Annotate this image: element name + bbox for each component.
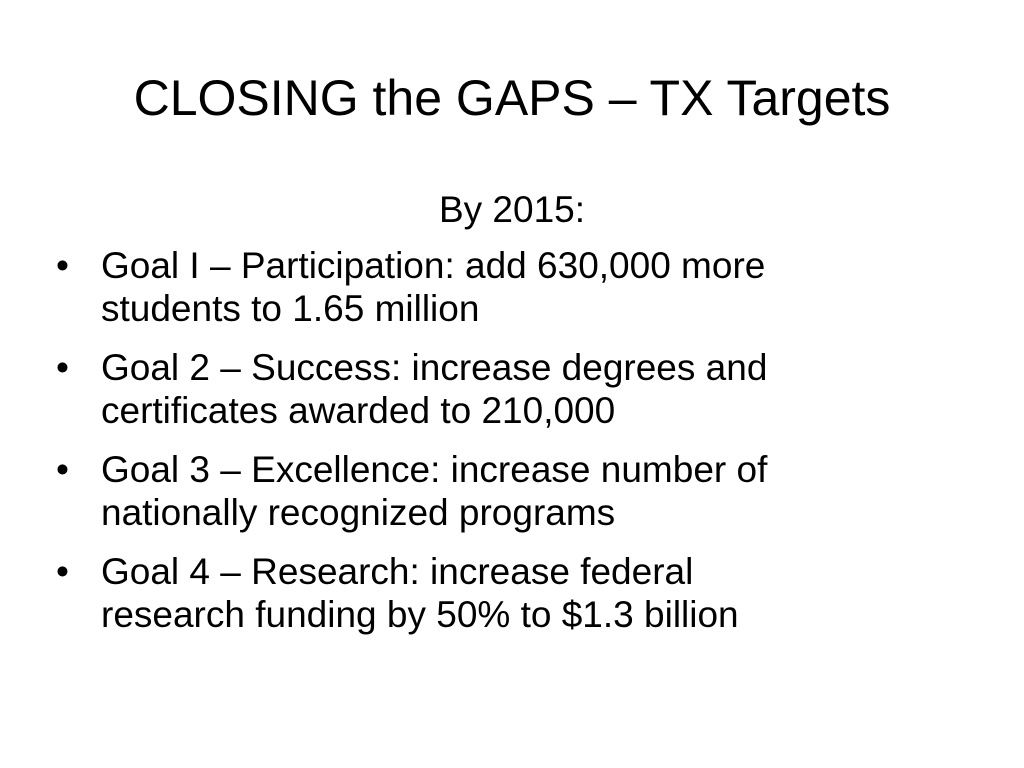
bullet-icon: • [56, 347, 69, 388]
bullet-text-line: Goal 2 – Success: increase degrees and [101, 347, 768, 388]
bullet-text-line: Goal I – Participation: add 630,000 more [101, 245, 766, 286]
bullet-icon: • [56, 245, 69, 286]
bullet-text-line: Goal 3 – Excellence: increase number of [101, 449, 768, 490]
bullet-text-line: students to 1.65 million [101, 288, 480, 329]
slide-subheading: By 2015: [438, 189, 586, 230]
bullet-text-line: certificates awarded to 210,000 [101, 390, 616, 431]
bullet-text-line: nationally recognized programs [101, 492, 616, 533]
bullet-icon: • [56, 449, 69, 490]
bullet-icon: • [56, 551, 69, 592]
bullet-item-goal-4 [56, 550, 956, 636]
bullet-item-goal-3 [56, 448, 956, 534]
bullet-item-goal-2 [56, 346, 956, 432]
bullet-text-line: Goal 4 – Research: increase federal [101, 551, 694, 592]
bullet-list [56, 244, 956, 652]
slide-title: CLOSING the GAPS – TX Targets [133, 70, 891, 126]
bullet-text-line: research funding by 50% to $1.3 billion [101, 594, 739, 635]
bullet-item-goal-1 [56, 244, 956, 330]
